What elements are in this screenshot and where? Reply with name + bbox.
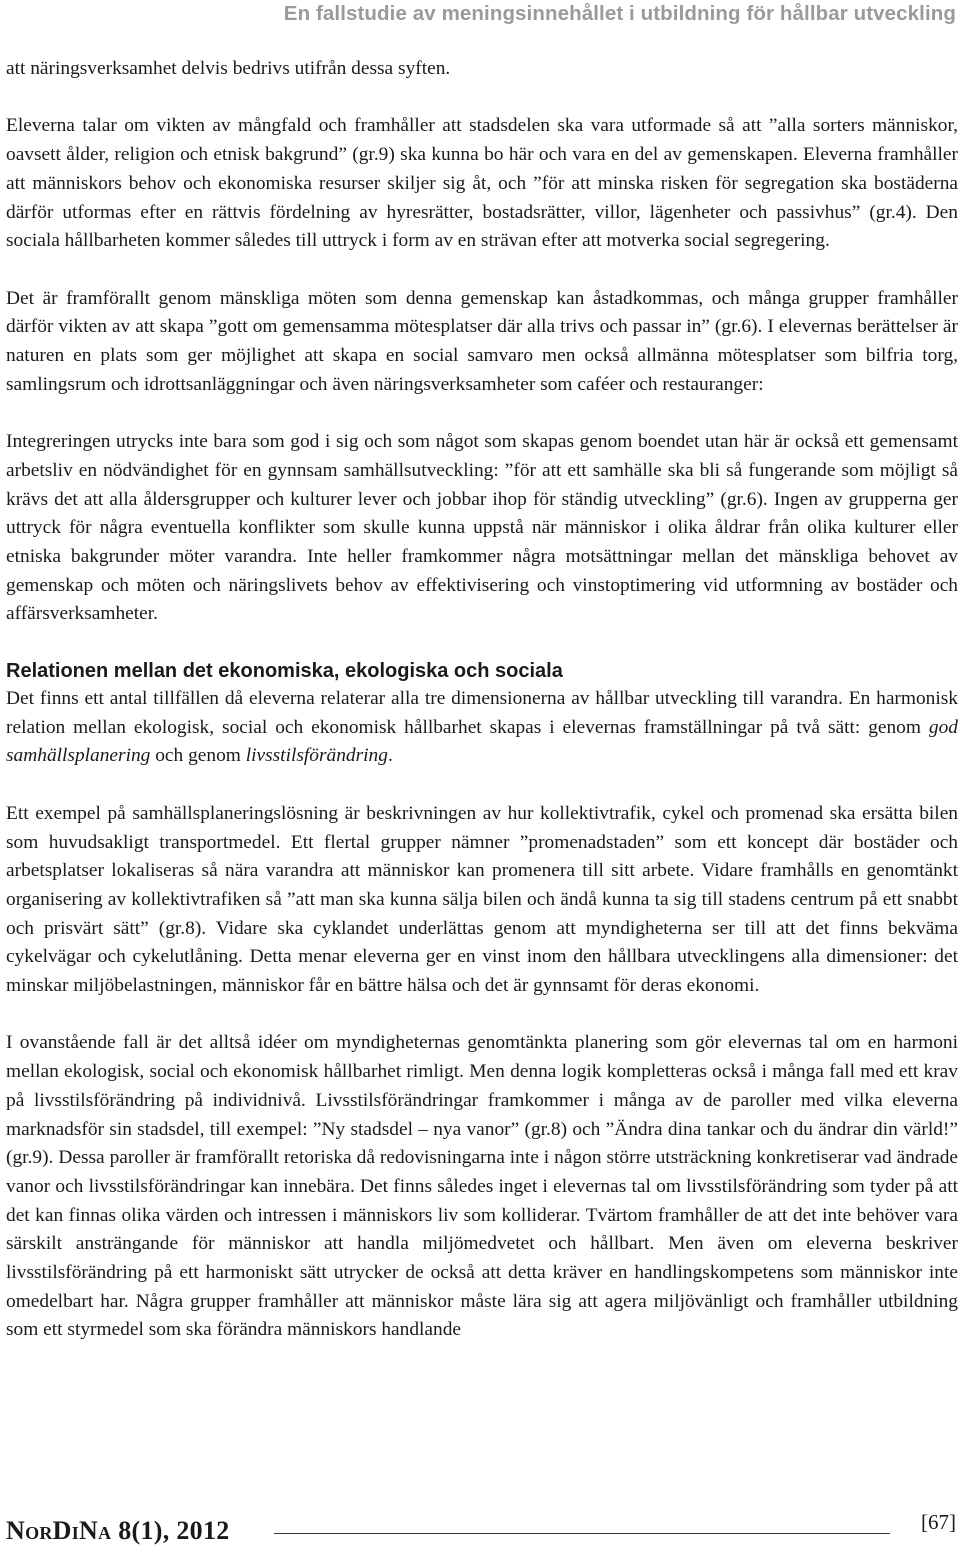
- text-segment: och genom: [150, 745, 246, 767]
- paragraph-meeting-places: Det är framförallt genom mänskliga möten som denna gemenskap kan åstadkommas, och många grupper framhåller därför vikten av att skapa ”gott om gemensamma mötesplatser där alla trivs och passar in” (gr.6). I elevernas berättelser är naturen en plats som ger möjlighet att skapa en social samvaro men också allmänna mötesplatser som bilfria torg, samlingsrum och idrottsanläggningar och även näringsverksamheter som caféer och restauranger:: [6, 287, 958, 395]
- paragraph-three-dimensions: [6, 685, 958, 771]
- emphasis-lifestyle: livsstilsförändring: [245, 745, 388, 767]
- page-footer: [6, 1510, 956, 1546]
- text-segment: .: [387, 745, 393, 767]
- journal-name: NorDiNa: [6, 1516, 112, 1545]
- footer-rule: [274, 1533, 890, 1534]
- emphasis-planning: god samhällsplanering: [6, 716, 958, 767]
- paragraph-planning-example: Ett exempel på samhällsplaneringslösning är beskrivningen av hur kollektivtrafik, cykel och promenad ska ersätta bilen som huvudsakligt transportmedel. Ett flertal grupper nämner ”promenadstaden” som ett koncept där bostäder och arbetsplatser lokaliseras så nära varandra att människor kan promenera till sitt arbete. Vidare framhålls en genomtänkt organisering av kollektivtrafiken så ”att man ska kunna sälja bilen och ändå kunna ta sig till stadens centrum på ett snabbt och prisvärt sätt” (gr.8). Vidare ska cyklandet underlättas genom att myndigheterna ser till att det finns bekväma cykelvägar och cykelutlåning. Detta menar eleverna ger en vinst inom den hållbara utvecklingens alla dimensioner: det minskar miljöbelastningen, människor får en bättre hälsa och det är gynnsamt för deras ekonomi.: [6, 802, 958, 997]
- section-heading: Relationen mellan det ekonomiska, ekologiska och sociala: [6, 660, 563, 683]
- journal-issue: 8(1), 2012: [118, 1516, 230, 1545]
- paragraph-integration: Integreringen utrycks inte bara som god i sig och som något som skapas genom boendet utan här är också ett gemensamt arbetsliv en nödvändighet för en gynnsam samhällsutveckling: ”för att ett samhälle ska bli så fungerande som möjligt så krävs det att alla åldersgrupper och kulturer lever och jobbar ihop för ständig utveckling” (gr.6). Ingen av grupperna ger uttryck för några eventuella konflikter som skulle kunna uppstå när människor i olika åldrar från olika kulturer eller etniska bakgrunder möter varandra. Inte heller framkommer några motsättningar mellan det mänskliga behovet av gemenskap och möten och näringslivets behov av effektivisering och vinstoptimering vid utformning av bostäder och affärsverksamheter.: [6, 431, 958, 625]
- text-segment: Det finns ett antal tillfällen då eleverna relaterar alla tre dimensionerna av hållbar utveckling till varandra. En harmonisk relation mellan ekologisk, social och ekonomisk hållbarhet skapas i elevernas framställningar på två sätt: genom: [6, 688, 958, 738]
- article-body: [6, 55, 958, 1345]
- page-number: [67]: [921, 1510, 956, 1534]
- paragraph-continuation: att näringsverksamhet delvis bedrivs utifrån dessa syften.: [6, 58, 451, 79]
- paragraph-lifestyle-change: I ovanstående fall är det alltså idéer om myndigheternas genomtänkta planering som gör elevernas tal om en harmoni mellan ekologisk, social och ekonomisk hållbarhet rimligt. Men denna logik kompletteras också i många fall med ett krav på livsstilsförändring på individnivå. Livsstilsförändringar framkommer i många av de paroller med vilka eleverna marknadsför sin stadsdel, till exempel: ”Ny stadsdel – nya vanor” (gr.8) och ”Ändra dina tankar och du ändrar din värld!” (gr.9). Dessa paroller är framförallt retoriska då redovisningarna inte i någon större utsträckning konkretiserar vad ändrade vanor och livsstilsförändringar kan innebära. Det finns således inget i elevernas tal om livsstilsförändring som tyder på att det kan finnas olika värden och intressen i människors liv som kolliderar. Tvärtom framhåller de att det inte behöver vara särskilt ansträngande för människor att handla miljömedvetet och hållbart. Men även om eleverna beskriver livsstilsförändring på ett harmoniskt sätt utrycker de också att detta kräver en handlingskompetens som människor inte omedelbart har. Några grupper framhåller att människor måste lära sig att agera miljövänligt och framhåller utbildning som ett styrmedel som ska förändra människors handlande: [6, 1032, 958, 1341]
- journal-citation: [6, 1516, 230, 1546]
- paragraph-diversity: Eleverna talar om vikten av mångfald och framhåller att stadsdelen ska vara utformade så att ”alla sorters människor, oavsett ålder, religion och etnisk bakgrund” (gr.9) ska kunna bo här och vara en del av gemenskapen. Eleverna framhåller att människors behov och ekonomiska resurser skiljer sig åt, och ”för att minska risken för segregation ska bostäderna därför utformas efter en rättvis fördelning av hyresrätter, bostadsrätter, villor, lägenheter och passivhus” (gr.4). Den sociala hållbarheten kommer således till uttryck i form av en strävan efter att motverka social segregering.: [6, 115, 958, 252]
- running-header: En fallstudie av meningsinnehållet i utbildning för hållbar utveckling: [283, 2, 956, 25]
